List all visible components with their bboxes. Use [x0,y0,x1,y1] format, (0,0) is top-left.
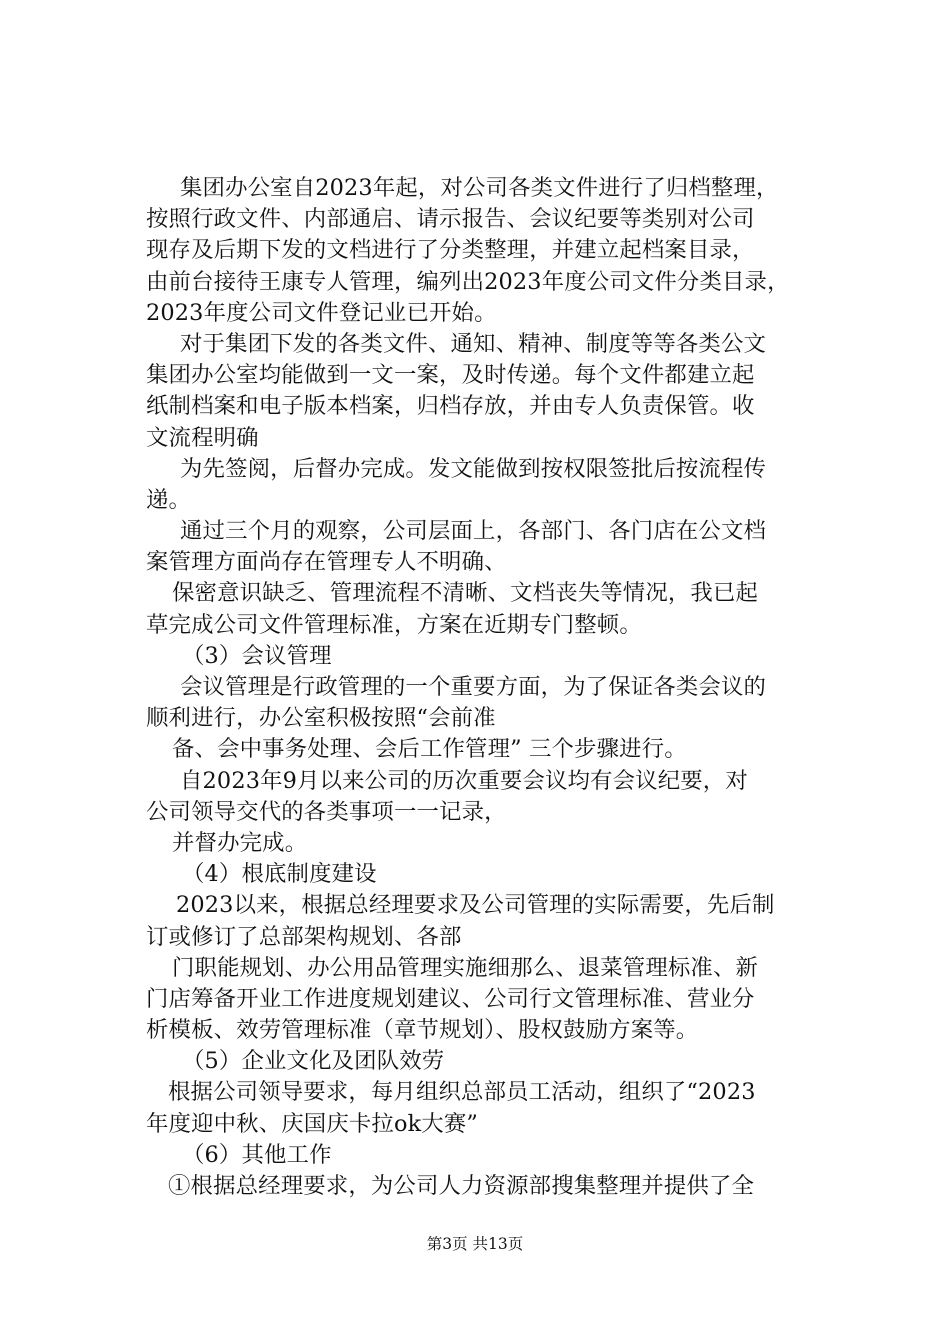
section-heading: （3）会议管理 [182,642,332,669]
text-line: 备、会中事务处理、会后工作管理” 三个步骤进行。 [172,736,687,763]
text-line: 门店筹备开业工作进度规划建议、公司行文管理标准、营业分 [146,985,755,1012]
text-line: 集团办公室自2023年起，对公司各类文件进行了归档整理， [180,175,779,201]
text-line: 年度迎中秋、庆国庆卡拉ok大赛” [146,1110,478,1137]
text-line: 订或修订了总部架构规划、各部 [146,923,462,950]
body-text [146,173,836,1202]
text-line: ①根据总经理要求，为公司人力资源部搜集整理并提供了全 [168,1173,755,1199]
section-heading: （6）其他工作 [182,1141,332,1168]
text-line: 递。 [146,486,192,513]
text-line: 并督办完成。 [172,829,308,856]
text-line: 由前台接待王康专人管理，编列出2023年度公司文件分类目录， [146,268,790,295]
text-line: 通过三个月的观察，公司层面上，各部门、各门店在公文档 [180,518,767,545]
text-line: 对于集团下发的各类文件、通知、精神、制度等等各类公文 [180,330,767,357]
text-line: 会议管理是行政管理的一个重要方面，为了保证各类会议的 [180,674,767,700]
text-line: 保密意识缺乏、管理流程不清晰、文档丧失等情况，我已起 [172,580,759,607]
text-line: 根据公司领导要求，每月组织总部员工活动，组织了“2023 [168,1079,756,1106]
text-line: 顺利进行，办公室积极按照“会前准 [146,705,496,732]
text-line: 门职能规划、办公用品管理实施细那么、退菜管理标准、新 [172,954,759,981]
text-line: 自2023年9月以来公司的历次重要会议均有会议纪要，对 [180,767,748,794]
text-line: 按照行政文件、内部通启、请示报告、会议纪要等类别对公司 [146,206,755,233]
section-heading: （5）企业文化及团队效劳 [182,1048,445,1075]
text-line: 案管理方面尚存在管理专人不明确、 [146,549,507,576]
text-line: 2023年度公司文件登记业已开始。 [146,299,497,326]
text-line: 2023以来，根据总经理要求及公司管理的实际需要，先后制 [176,892,775,919]
text-line: 纸制档案和电子版本档案，归档存放，并由专人负责保管。收 [146,393,755,420]
text-line: 现存及后期下发的文档进行了分类整理，并建立起档案目录， [146,237,755,264]
text-line: 为先签阅，后督办完成。发文能做到按权限签批后按流程传 [180,455,767,482]
text-line: 析模板、效劳管理标准（章节规划）、股权鼓励方案等。 [146,1017,699,1044]
text-line: 公司领导交代的各类事项一一记录， [146,798,507,825]
text-line: 草完成公司文件管理标准，方案在近期专门整顿。 [146,611,642,638]
text-line: 集团办公室均能做到一文一案，及时传递。每个文件都建立起 [146,362,755,389]
section-heading: （4）根底制度建设 [182,861,377,888]
page-number-footer: 第3页 共13页 [426,1235,524,1253]
text-line: 文流程明确 [146,424,259,451]
